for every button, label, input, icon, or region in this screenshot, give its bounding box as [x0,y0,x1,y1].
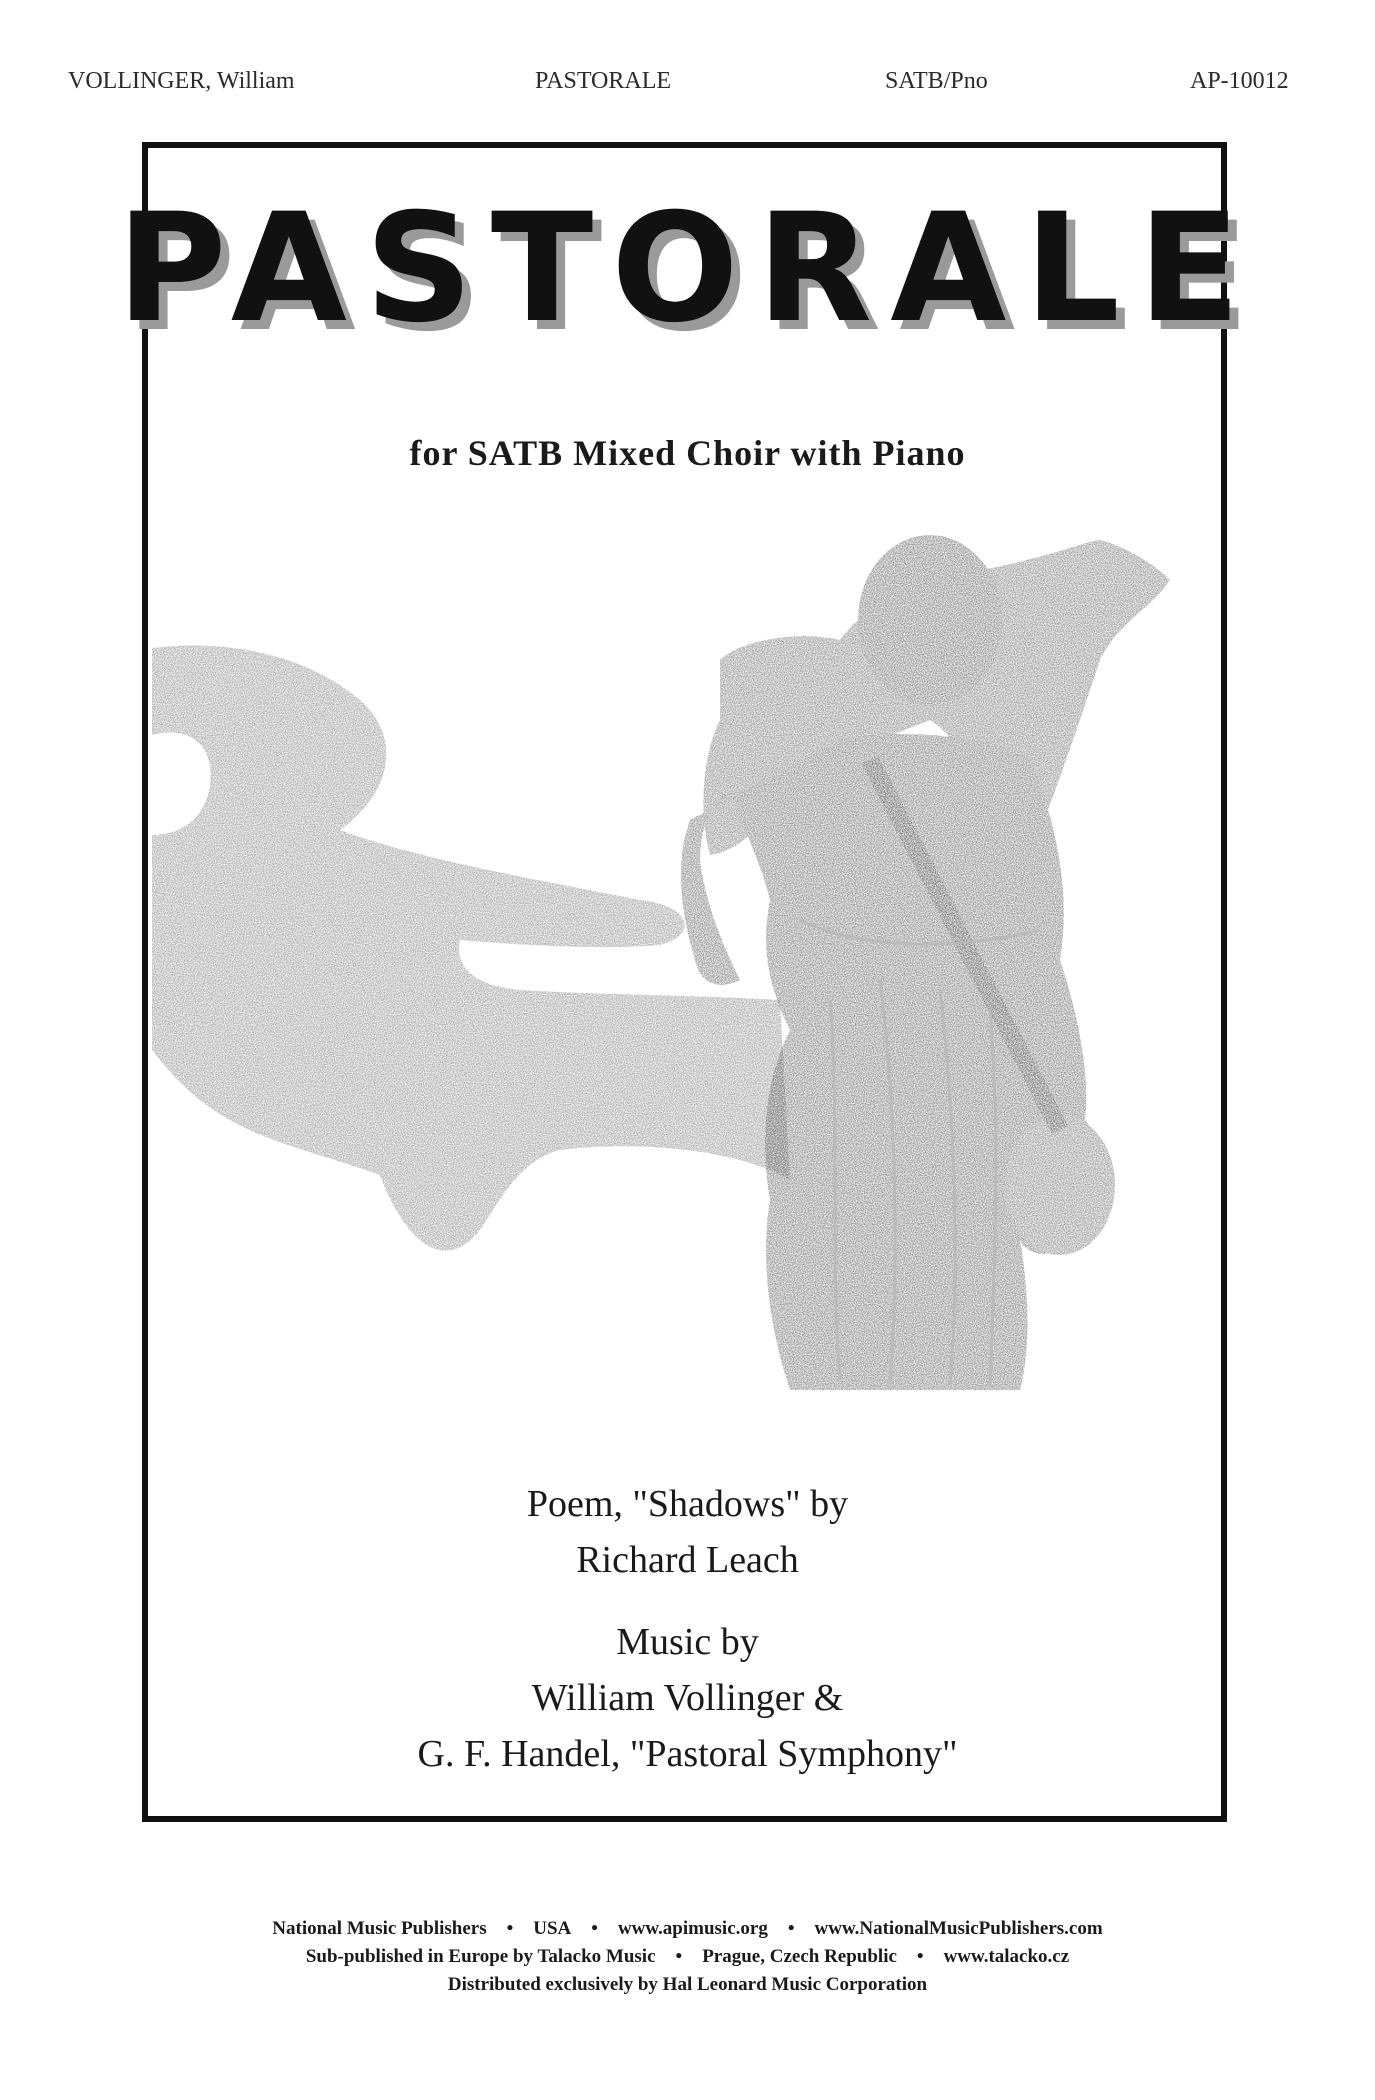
publisher-name: National Music Publishers [272,1918,487,1939]
subpublisher-url[interactable]: www.talacko.cz [943,1946,1070,1967]
subpublisher-line [0,1946,1375,1968]
publisher-url-apimusic[interactable]: www.apimusic.org [617,1918,768,1939]
publisher-line [0,1918,1375,1940]
statue-figure [681,535,1170,1390]
header-catalog: AP-10012 [1190,68,1289,94]
music-credit-line2: William Vollinger & [531,1677,844,1719]
separator: • [916,1946,924,1967]
publisher-url-nmp[interactable]: www.NationalMusicPublishers.com [814,1918,1103,1939]
separator: • [675,1946,683,1967]
separator: • [591,1918,598,1939]
header-composer: VOLLINGER, William [68,68,295,94]
subpublisher-name: Sub-published in Europe by Talacko Music [305,1946,656,1967]
header-title: PASTORALE [535,68,672,94]
cover-title: PASTORALE [116,182,1259,356]
poem-credit-line1: Poem, "Shadows" by [526,1483,849,1525]
poem-credit-line2: Richard Leach [576,1539,799,1581]
publisher-country: USA [533,1918,572,1939]
separator: • [506,1918,514,1939]
cover-subtitle: for SATB Mixed Choir with Piano [409,433,966,473]
music-credit-line3: G. F. Handel, "Pastoral Symphony" [417,1733,958,1775]
distributor-line: Distributed exclusively by Hal Leonard Music Corporation [447,1974,928,1995]
music-credit-line1: Music by [616,1621,759,1663]
separator: • [787,1918,795,1939]
subpublisher-location: Prague, Czech Republic [702,1946,897,1967]
header-voicing: SATB/Pno [885,68,988,94]
